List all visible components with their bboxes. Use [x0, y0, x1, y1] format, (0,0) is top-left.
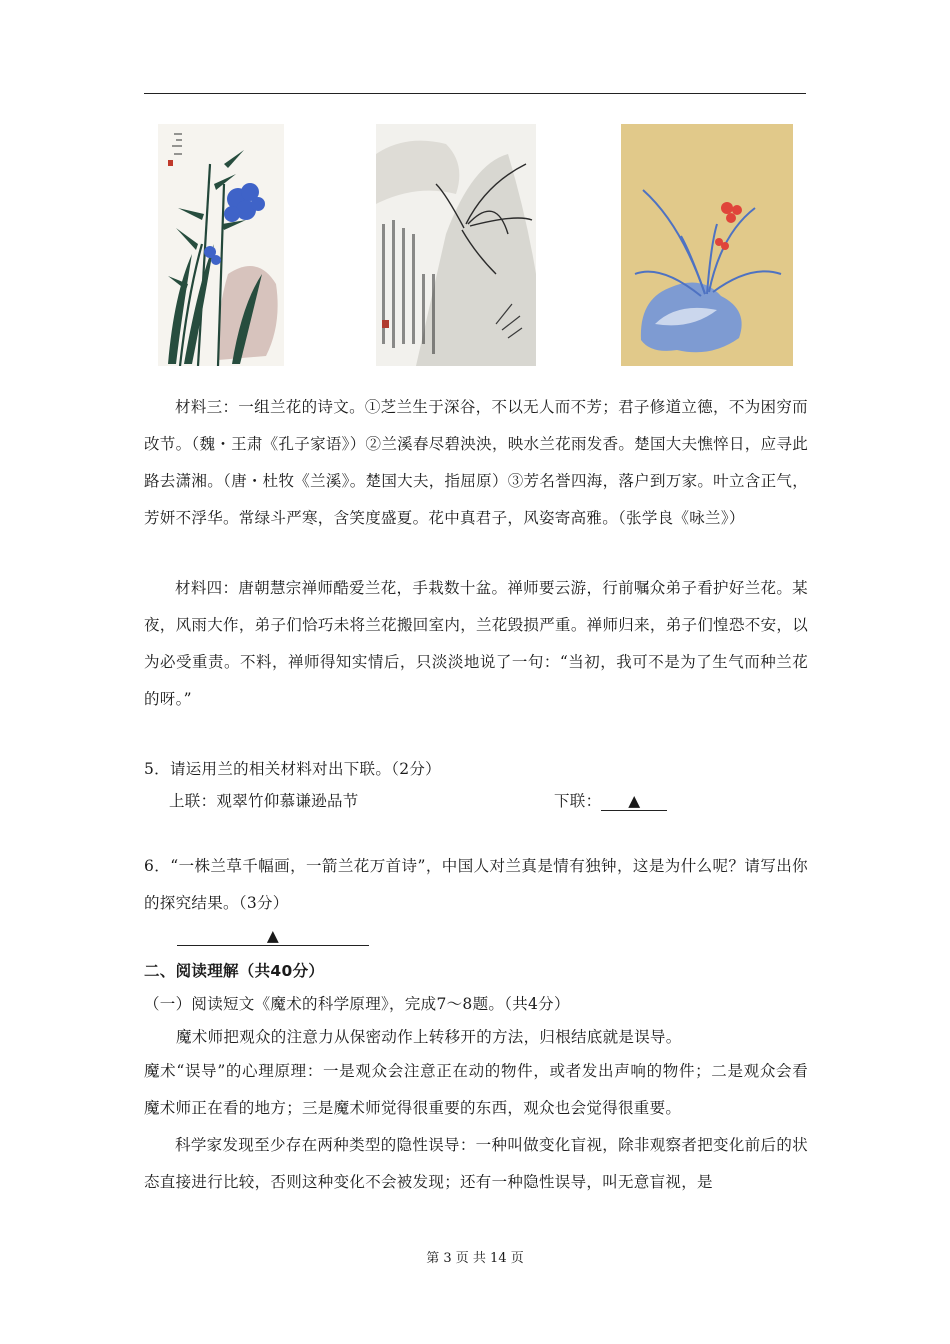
question-6-prompt: 6．“一株兰草千幅画，一箭兰花万首诗”，中国人对兰真是情有独钟，这是为什么呢？请写出你的探究结果。（3分） — [144, 857, 808, 912]
colored-orchid-painting-image — [621, 124, 793, 366]
question-5-prompt: 5．请运用兰的相关材料对出下联。（2分） — [144, 760, 441, 778]
couplet-answer-blank[interactable] — [601, 792, 667, 811]
section-2-heading: 二、阅读理解（共40分） — [144, 962, 325, 980]
subsection-1-heading: （一）阅读短文《魔术的科学原理》，完成7～8题。（共4分） — [144, 995, 570, 1013]
couplet-lower-label: 下联： — [554, 792, 602, 810]
magic-paragraph-1: 魔术师把观众的注意力从保密动作上转移开的方法，归根结底就是误导。 — [176, 1028, 682, 1046]
answer-triangle-icon: ▲ — [266, 927, 280, 945]
page-footer: 第 3 页 共 14 页 — [426, 1251, 524, 1266]
couplet-lower-line — [554, 790, 667, 812]
material-3-paragraph: 材料三：一组兰花的诗文。①芝兰生于深谷，不以无人而不芳；君子修道立德，不为困穷而改节。（魏・王肃《孔子家语》）②兰溪春尽碧泱泱，映水兰花雨发香。楚国大夫憔悴日，应寻此路去潇湘。（唐・杜牧《兰溪》。楚国大夫，指屈原）③芳名誉四海，落户到万家。叶立含正气，芳妍不浮华。常绿斗严寒，含笑度盛夏。花中真君子，风姿寄高雅。（张学良《咏兰》） — [144, 398, 808, 527]
ink-orchid-calligraphy-image — [376, 124, 536, 366]
magic-paragraph-3: 科学家发现至少存在两种类型的隐性误导：一种叫做变化盲视，除非观察者把变化前后的状态直接进行比较，否则这种变化不会被发现；还有一种隐性误导，叫无意盲视，是 — [144, 1136, 808, 1191]
material-4-paragraph: 材料四：唐朝慧宗禅师酷爱兰花，手栽数十盆。禅师要云游，行前嘱众弟子看护好兰花。某夜，风雨大作，弟子们恰巧未将兰花搬回室内，兰花毁损严重。禅师归来，弟子们惶恐不安，以为必受重责。不料，禅师得知实情后，只淡淡地说了一句：“当初，我可不是为了生气而种兰花的呀。” — [144, 579, 808, 708]
header-rule — [144, 93, 806, 94]
bamboo-painting-image — [158, 124, 284, 366]
couplet-upper-line: 上联：观翠竹仰慕谦逊品节 — [169, 792, 359, 810]
question-6-answer-line[interactable] — [177, 925, 369, 947]
magic-paragraph-2: 魔术“误导”的心理原理：一是观众会注意正在动的物件，或者发出声响的物件；二是观众会看魔术师正在看的地方；三是魔术师觉得很重要的东西，观众也会觉得很重要。 — [144, 1062, 808, 1117]
answer-triangle-icon: ▲ — [628, 792, 641, 810]
question-6-answer-blank[interactable] — [177, 927, 369, 946]
